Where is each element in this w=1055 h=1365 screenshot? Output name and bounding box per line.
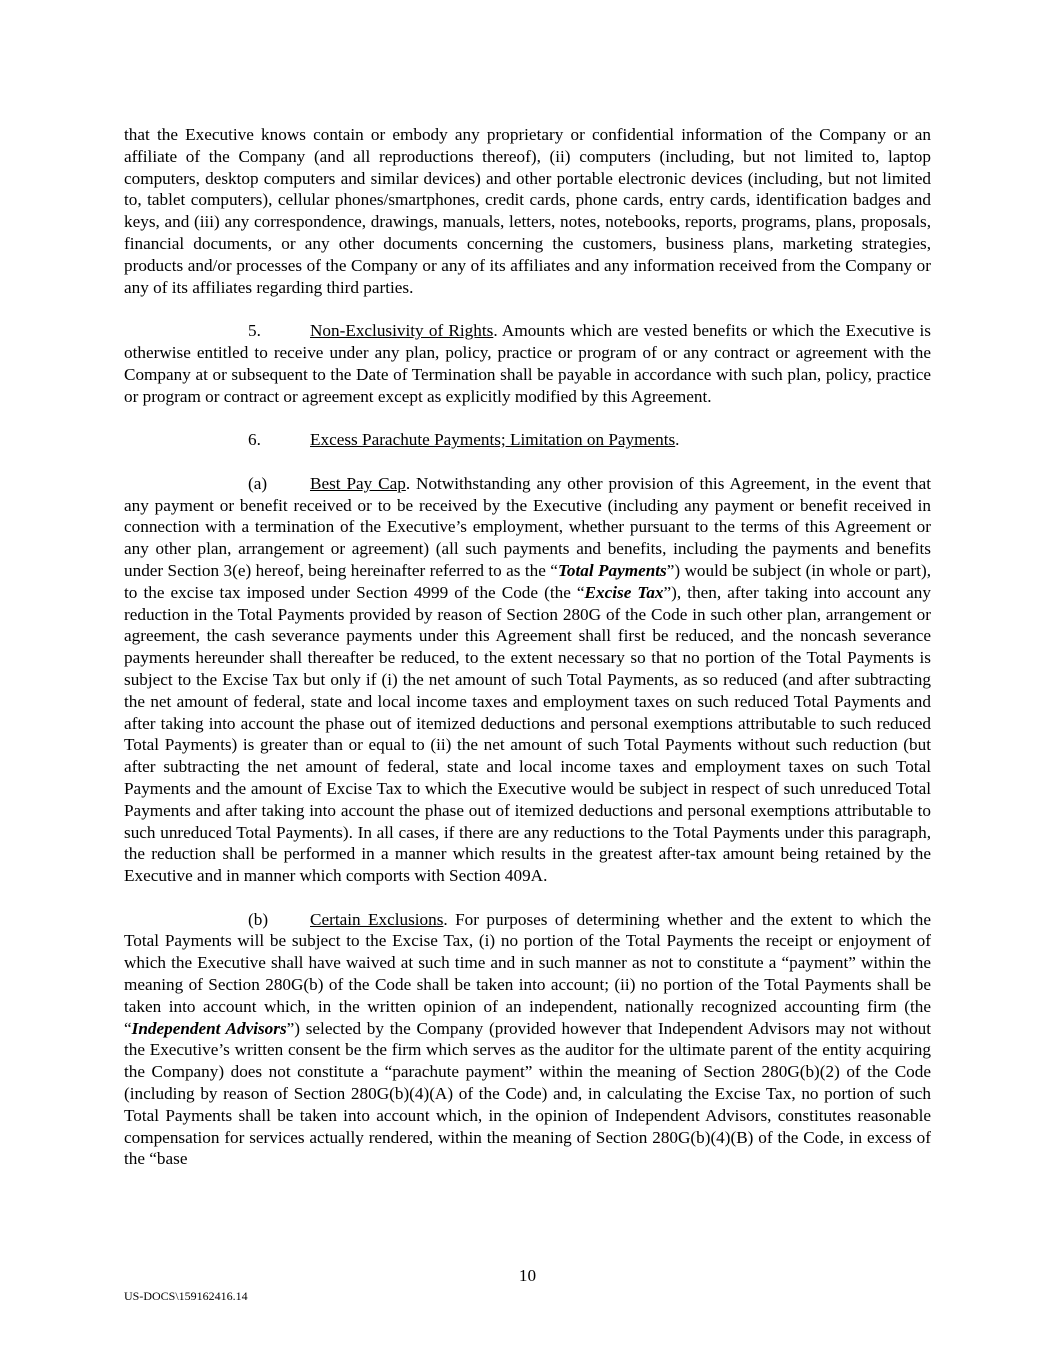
subsection-b-certain-exclusions: (b) Certain Exclusions. For purposes of determining whether and the extent to which the Total Payments will be subject to the Excise Tax, (i) no portion of the Total Payments the receipt or enjoyment of which the Executive shall have waived at such time and in such manner as not to constitute a “payment” within the meaning of Section 280G(b) of the Code shall be taken into account; (ii) no portion of the Total Payments shall be taken into account which, in the written opinion of an independent, nationally recognized accounting firm (the “Independent Advisors”) selected by the Company (provided however that Independent Advisors may not without the Executive’s written consent be the firm which serves as the auditor for the ultimate parent of the entity acquiring the Company) does not constitute a “parachute payment” within the meaning of Section 280G(b)(2) of the Code (including by reason of Section 280G(b)(4)(A) of the Code) and, in calculating the Excise Tax, no portion of such Total Payments shall be taken into account which, in the opinion of Independent Advisors, constitutes reasonable compensation for services actually rendered, within the meaning of Section 280G(b)(4)(B) of the Code, in excess of the “base xyxy=(124,909,931,1169)
document-id: US-DOCS\159162416.14 xyxy=(124,1289,248,1303)
subsection-number: (a) xyxy=(248,473,268,493)
section-number: 5. xyxy=(248,321,261,341)
defined-term: Independent Advisors xyxy=(131,1018,287,1038)
section-heading: Excess Parachute Payments; Limitation on Payments xyxy=(310,430,676,450)
subsection-heading: Best Pay Cap xyxy=(310,473,406,493)
subsection-a-best-pay-cap: (a) Best Pay Cap. Notwithstanding any other provision of this Agreement, in the event that any payment or benefit received or to be received by the Executive (including any payment or benefit received in connection with a termination of the Executive’s employment, whether pursuant to the terms of this Agreement or any other plan, arrangement or agreement) (all such payments and benefits, including the payments and benefits under Section 3(e) hereof, being hereinafter referred to as the “Total Payments”) would be subject (in whole or part), to the excise tax imposed under Section 4999 of the Code (the “Excise Tax”), then, after taking into account any reduction in the Total Payments provided by reason of Section 280G of the Code in such other plan, arrangement or agreement, the cash severance payments under this Agreement shall first be reduced, and the noncash severance payments hereunder shall thereafter be reduced, to the extent necessary so that no portion of the Total Payments is subject to the Excise Tax but only if (i) the net amount of such Total Payments, as so reduced (and after subtracting the net amount of federal, state and local income taxes and employment taxes on such reduced Total Payments and after taking into account the phase out of itemized deductions and personal exemptions attributable to such reduced Total Payments) is greater than or equal to (ii) the net amount of such Total Payments without such reduction (but after subtracting the net amount of federal, state and local income taxes and employment taxes on such Total Payments and the amount of Excise Tax to which the Executive would be subject in respect of such unreduced Total Payments and after taking into account the phase out of itemized deductions and personal exemptions attributable to such unreduced Total Payments). In all cases, if there are any reductions to the Total Payments under this paragraph, the reduction shall be performed in a manner which results in the greatest after-tax amount being retained by the Executive and in manner which comports with Section 409A. xyxy=(124,473,931,886)
document-body xyxy=(124,124,931,1192)
section-heading: Non-Exclusivity of Rights xyxy=(310,321,494,341)
section-number: 6. xyxy=(248,430,261,450)
section-6-heading: 6. Excess Parachute Payments; Limitation on Payments. xyxy=(248,430,680,450)
section-5-non-exclusivity: 5. Non-Exclusivity of Rights. Amounts which are vested benefits or which the Executive is otherwise entitled to receive under any plan, policy, practice or program of or any contract or agreement with the Company at or subsequent to the Date of Termination shall be payable in accordance with such plan, policy, practice or program or contract or agreement except as explicitly modified by this Agreement. xyxy=(124,321,931,406)
paragraph-continuation: that the Executive knows contain or embody any proprietary or confidential information of the Company or an affiliate of the Company (and all reproductions thereof), (ii) computers (including, but not limited to, laptop computers, desktop computers and similar devices) and other portable electronic devices (including, but not limited to, tablet computers), cellular phones/smartphones, credit cards, phone cards, entry cards, identification badges and keys, and (iii) any correspondence, drawings, manuals, letters, notes, notebooks, reports, programs, plans, proposals, financial documents, or any other documents concerning the customers, business plans, marketing strategies, products and/or processes of the Company or any of its affiliates and any information received from the Company or any of its affiliates regarding third parties. xyxy=(124,125,931,297)
defined-term: Total Payments xyxy=(557,560,667,580)
page-number: 10 xyxy=(518,1266,537,1285)
subsection-heading: Certain Exclusions xyxy=(310,909,444,929)
subsection-number: (b) xyxy=(248,909,269,929)
defined-term: Excise Tax xyxy=(584,582,664,602)
